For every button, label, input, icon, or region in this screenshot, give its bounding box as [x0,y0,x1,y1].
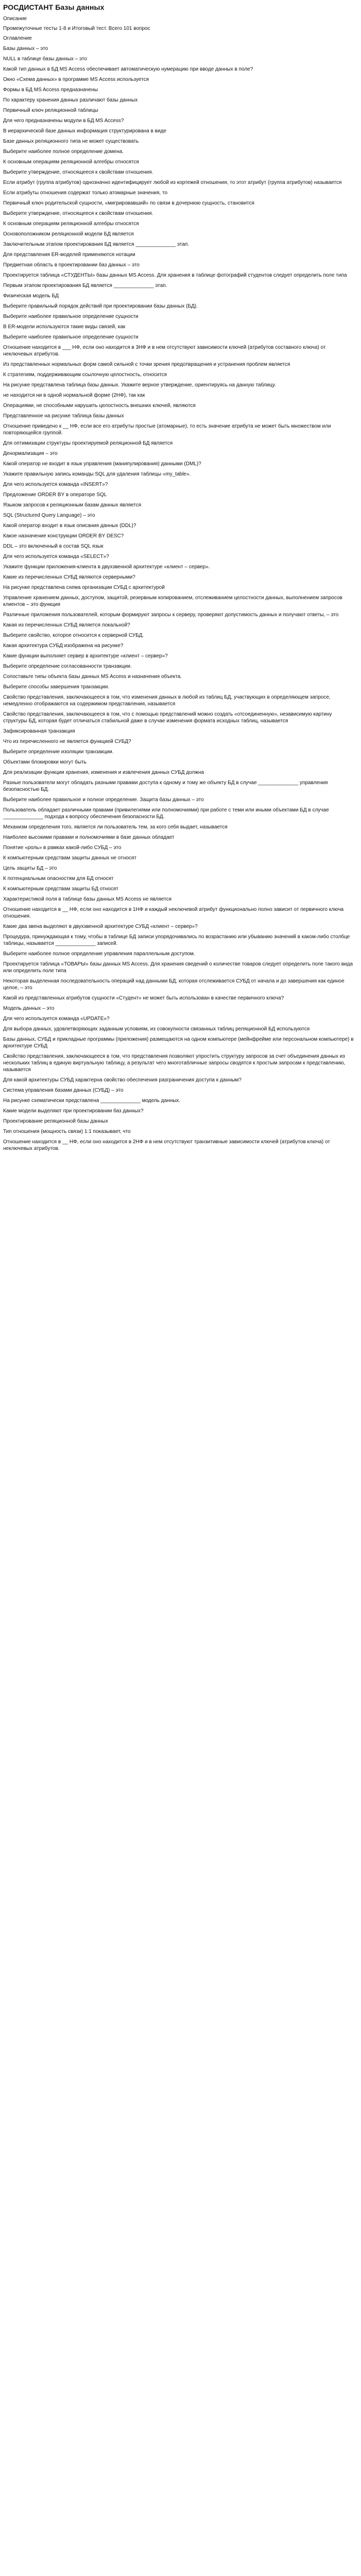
question-line: Выберите способы завершения транзакции. [3,684,110,690]
question-line: Выберите свойство, которое относится к серверной СУБД. [3,633,144,638]
question-line: Сопоставьте типы объекта базы данных MS Access и назначения объекта. [3,674,182,680]
document [0,0,361,1152]
question-line: Операциями, не способными нарушить целостность внешних ключей, являются [3,403,196,409]
question-line: Выберите определение изоляции транзакции. [3,749,114,755]
question-line: Для выбора данных, удовлетворяющих заданным условиям, из совокупности связанных таблиц реляционной БД используются [3,1026,310,1032]
question-line: Характеристикой поля в таблице базы данных MS Access не является [3,896,172,902]
question-line: Какой тип данных в БД MS Access обеспечивает автоматическую нумерацию при вводе данных в поле? [3,66,253,72]
question-line: Для оптимизации структуры проектируемой реляционной БД является [3,440,173,446]
question-line: Какой из представленных атрибутов сущности «Студент» не может быть использован в качестве первичного ключа? [3,995,284,1001]
question-line: К основным операциям реляционной алгебры относятся [3,221,139,227]
question-line: Для чего предназначены модули в БД MS Access? [3,118,124,124]
question-line: Какой оператор входит в язык описания данных (DDL)? [3,523,136,529]
question-line: Из представленных нормальных форм самой сильной с точки зрения предотвращения и устранения проблем является [3,362,290,367]
question-line: Если атрибуты отношения содержат только атомарные значения, то [3,190,168,196]
question-line: К потенциальным опасностям для БД относят [3,876,114,882]
question-line: В иерархической базе данных информация структурирована в виде [3,128,166,134]
question-line: Языком запросов к реляционным базам данных является [3,502,142,508]
question-line: DDL – это включенный в состав SQL язык [3,544,104,549]
question-line: SQL (Structured Query Language) – это [3,513,95,518]
question-line: Заключительным этапом проектирования БД является ______________ этап. [3,242,190,247]
question-line: Выберите утверждение, относящееся к свойствам отношения. [3,170,153,175]
question-line: Что из перечисленного не является функцией СУБД? [3,739,131,744]
question-line: Для чего используется команда «UPDATE»? [3,1016,110,1022]
question-list [3,35,356,1152]
question-line: Для какой архитектуры СУБД характерна свойство обеспечения разграничения доступа к данным? [3,1077,242,1083]
question-line: Если атрибут (группа атрибутов) однозначно идентифицирует любой из кортежей отношения, то этот атрибут (группа атрибутов) называется [3,180,342,185]
question-line: Базы данных, СУБД и прикладные программы (приложения) размещаются на одном компьютере (мейнфрейме или персональном компьютере) в архитектуре СУБД [3,1037,354,1049]
description-text: Промежуточные тесты 1-8 и Итоговый тест. Всего 101 вопрос [3,26,150,31]
question-line: Некоторая выделенная последовательность операций над данными БД, которая отслеживается СУБД от начала и до завершения как единое целое, – это [3,978,345,991]
question-line: Проектируется таблица «СТУДЕНТЫ» базы данных MS Access. Для хранения в таблице фотографий студентов следует определить поле типа [3,273,347,278]
question-line: Тип отношения (мощность связи) 1:1 показывает, что [3,1129,131,1134]
question-line: Отношение находится в __ НФ, если оно находится в 2НФ и в нем отсутствуют транзитивные зависимости ключей (атрибутов ключа) от неключевых атрибутов. [3,1139,330,1151]
question-line: Первым этапом проектирования БД является ______________ этап. [3,283,167,289]
question-line: По характеру хранения данных различают базы данных [3,97,138,103]
question-line: На рисунке схематически представлена ______________ модель данных. [3,1098,181,1104]
question-line: Процедура, принуждающая к тому, чтобы в таблице БД записи упорядочивались по возрастанию или убыванию значений в каком-либо столбце таблицы, называется ______________ записей. [3,934,350,946]
question-line: Зафиксированная транзакция [3,728,75,734]
question-line: Отношение находится в ___ НФ, если оно находится в 3НФ и в нем отсутствуют зависимости ключей (атрибутов составного ключа) от неключевых атрибутов. [3,345,326,357]
question-line: К основным операциям реляционной алгебры относятся [3,159,139,165]
question-line: Какие модели выделяют при проектировании баз данных? [3,1108,144,1114]
question-line: Наиболее высокими правами и полномочиями в базе данных обладает [3,835,175,840]
question-line: Выберите наиболее правильное и полное определение. Защита базы данных – это [3,797,204,803]
question-line: Проектирование реляционной базы данных [3,1118,108,1124]
question-line: Для представления ER-моделей применяются нотации [3,252,135,258]
question-line: не находится ни в одной нормальной форме (2НФ), так как [3,393,145,398]
question-line: Свойство представления, заключающееся в том, что представления позволяют упростить структуру запросов за счет объединения данных из нескольких таблиц в единую виртуальную таблицу, а результат чего многотабличные запросы сводятся к простым запросам к представлению, называется [3,1054,346,1073]
question-line: Выберите утверждение, относящееся к свойствам отношения. [3,211,153,216]
question-line: Цель защиты БД – это [3,866,57,871]
question-line: NULL в таблице базы данных – это [3,56,87,62]
question-line: Какие два звена выделяют в двухзвенной архитектуре СУБД «клиент – сервер»? [3,924,198,929]
question-line: Свойство представления, заключающееся в том, что с помощью представлений можно создать «отсоединенную», независимую картину структуры БД, которая будет отличаться стабильной даже в случае изменения формата исходных таблиц, называется [3,711,332,724]
question-line: К стратегиям, поддерживающим ссылочную целостность, относится [3,372,167,378]
question-line: Предметная область в проектировании баз данных – это [3,262,140,268]
document-title: РОСДИСТАНТ Базы данных [3,3,105,11]
question-line: Какое назначение конструкции ORDER BY DESC? [3,533,124,539]
question-line: Укажите функции приложения-клиента в двухзвенной архитектуре «клиент – сервер». [3,564,210,570]
question-line: Отношение находится в __ НФ, если оно находится в 1НФ и каждый неключевой атрибут функционально полно зависит от первичного ключа отношения. [3,907,344,919]
question-line: Выберите наиболее правильное определение сущности [3,334,139,340]
question-line: На рисунке представлена схема организации СУБД с архитектурой [3,585,165,590]
question-line: Основоположником реляционной модели БД является [3,231,134,237]
question-line: Предложение ORDER BY в операторе SQL [3,492,107,498]
question-line: Окно «Схема данных» в программе MS Access используется [3,77,149,82]
question-line: Пользователь обладает различными правами (привилегиями или полномочиями) при работе с теми или иными объектами БД в случае ______________ подхода к вопросу обеспечения безопасности БД. [3,807,329,820]
question-line: Формы в БД MS Access предназначены [3,87,98,93]
question-line: Для чего используется команда «SELECT»? [3,554,109,560]
question-line: Для реализации функции хранения, изменения и извлечения данных СУБД должна [3,770,204,775]
question-line: Разные пользователи могут обладать разными правами доступа к одному и тому же объекту БД в случае ______________ управления безопасностью БД. [3,780,328,792]
table-of-contents-heading: Оглавление [3,36,32,41]
question-line: Первичный ключ родительской сущности, «мигрировавший» по связи в дочернюю сущность, становится [3,200,254,206]
question-line: Выберите наиболее правильное определение сущности [3,314,139,319]
question-line: Система управления базами данных (СУБД) – это [3,1088,124,1093]
question-line: Модель данных – это [3,1006,55,1011]
question-line: Денормализация – это [3,451,58,456]
question-line: В ER-модели используются такие виды связей, как [3,324,126,330]
question-line: На рисунке представлена таблица базы данных. Укажите верное утверждение, ориентируясь на данную таблицу. [3,382,276,388]
question-line: Выберите наиболее полное определение домена. [3,149,124,155]
question-line: Объектами блокировки могут быть [3,759,87,765]
question-line: Базы данных – это [3,46,48,52]
question-line: Механизм определения того, является ли пользователь тем, за кого себя выдает, называется [3,824,228,830]
description-label: Описание [3,16,27,22]
question-line: Какие из перечисленных СУБД являются серверными? [3,574,135,580]
question-line: Укажите правильную запись команды SQL для удаления таблицы «my_table». [3,471,191,477]
question-line: Проектируется таблица «ТОВАРЫ» базы данных MS Access. Для хранения сведений о количестве товаров следует определить поле такого вида или определить поле типа [3,961,353,974]
question-line: Какие функции выполняет сервер в архитектуре «клиент – сервер»? [3,653,168,659]
question-line: Выберите наиболее полное определение управления параллельным доступом. [3,951,195,957]
question-line: Какая архитектура СУБД изображена на рисунке? [3,643,124,649]
question-line: Свойство представления, заключающееся в том, что изменения данных в любой из таблиц БД, участвующих в определяющем запросе, немедленно отображаются на содержимом представления, называется [3,694,331,707]
question-line: Различные приложения пользователей, которым формируют запросы к серверу, проверяют допустимость данных и получают ответы, – это [3,612,339,618]
question-line: Представленное на рисунке таблица базы данных [3,413,124,419]
question-line: К компьютерным средствам защиты данных не относят [3,855,136,861]
question-line: Первичный ключ реляционной таблицы [3,108,98,113]
question-line: Какой оператор не входит в язык управления (манипулирования) данными (DML)? [3,461,201,467]
question-line: Отношение приведено к __ НФ, если все его атрибуты простые (атомарные), то есть значение атрибута не может быть множеством или повторяющейся группой. [3,423,331,436]
question-line: Выберите определение согласованности транзакции. [3,664,132,669]
question-line: Для чего используется команда «INSERT»? [3,482,108,487]
question-line: Физическая модель БД [3,293,59,299]
question-line: Выберите правильный порядок действий при проектировании базы данных (БД). [3,303,198,309]
question-line: К компьютерным средствам защиты БД относят [3,886,118,892]
question-line: Управление хранением данных, доступом, защитой, резервным копированием, отслеживанием целостности данных, выполнением запросов клиентов – это функция [3,595,342,607]
question-line: Какая из перечисленных СУБД является локальной? [3,622,130,628]
question-line: Базе данных реляционного типа не может существовать [3,139,139,144]
question-line: Понятие «роль» в рамках какой-либо СУБД – это [3,845,122,851]
